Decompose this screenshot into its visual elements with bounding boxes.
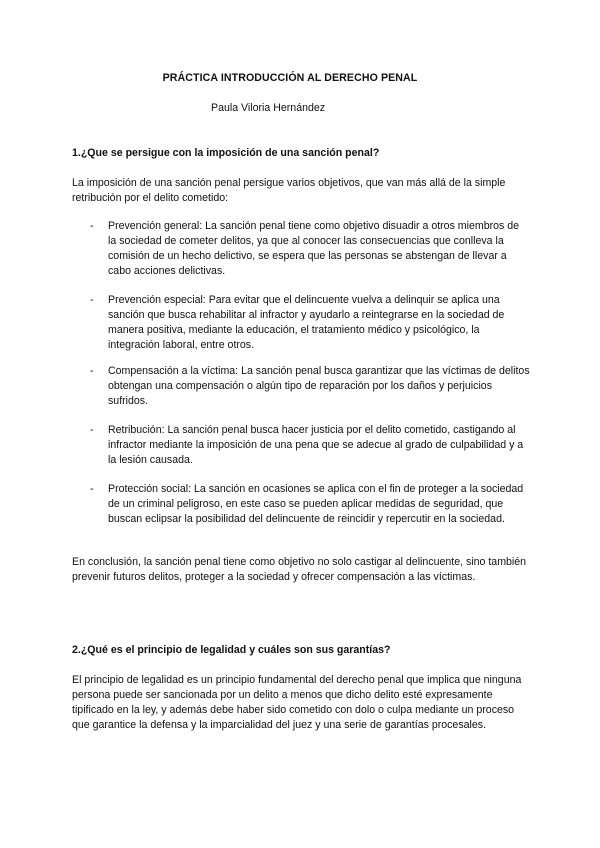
section1-conclusion: En conclusión, la sanción penal tiene como objetivo no solo castigar al delincuente, sino también prevenir futuros delitos, proteger a la sociedad y ofrecer compensación a las víctimas.	[72, 556, 527, 583]
bullet-marker: -	[90, 365, 94, 377]
document-author: Paula Viloria Hernández	[211, 102, 326, 114]
bullet-marker: -	[90, 483, 94, 495]
bullet-item	[90, 293, 530, 353]
bullet-item	[90, 423, 530, 468]
bullet-text: Prevención general: La sanción penal tiene como objetivo disuadir a otros miembros de la sociedad de cometer delitos, ya que al conocer las consecuencias que conlleva la comisión de un hecho delictivo, se espera que las personas se abstengan de llevar a cabo acciones delictivas.	[108, 220, 520, 277]
bullet-text: Prevención especial: Para evitar que el delincuente vuelva a delinquir se aplica una sanción que busca rehabilitar al infractor y ayudarlo a reintegrarse en la sociedad de manera positiva, mediante la educación, el tratamiento médico y psicológico, la integración laboral, entre otros.	[108, 294, 505, 351]
bullet-text: Retribución: La sanción penal busca hacer justicia por el delito cometido, castigando al infractor mediante la imposición de una pena que se adecue al grado de culpabilidad y a la lesión causada.	[108, 424, 524, 466]
bullet-item	[90, 482, 530, 527]
bullet-item	[90, 219, 530, 279]
bullet-marker: -	[90, 294, 94, 306]
bullet-text: Compensación a la víctima: La sanción penal busca garantizar que las víctimas de delitos obtengan una compensación o algún tipo de reparación por los daños y perjuicios sufridos.	[108, 365, 530, 407]
bullet-marker: -	[90, 220, 94, 232]
bullet-marker: -	[90, 424, 94, 436]
bullet-text: Protección social: La sanción en ocasiones se aplica con el fin de proteger a la sociedad de un criminal peligroso, en este caso se pueden aplicar medidas de seguridad, que buscan eclipsar la posibilidad del delincuente de reincidir y repercutir en la sociedad.	[108, 483, 524, 525]
section1-heading: 1.¿Que se persigue con la imposición de una sanción penal?	[72, 147, 380, 159]
section2-heading: 2.¿Qué es el principio de legalidad y cuáles son sus garantías?	[72, 644, 391, 656]
bullet-item	[90, 364, 530, 409]
document-title: PRÁCTICA INTRODUCCIÓN AL DERECHO PENAL	[162, 72, 418, 84]
section1-intro: La imposición de una sanción penal persigue varios objetivos, que van más allá de la simple retribución por el delito cometido:	[72, 177, 506, 204]
section2-body: El principio de legalidad es un principio fundamental del derecho penal que implica que ninguna persona puede ser sancionada por un delito a menos que dicho delito esté expresamente tipificado en la ley, y además debe haber sido cometido con dolo o culpa mediante un proceso que garantice la defensa y la imparcialidad del juez y una serie de garantías procesales.	[72, 674, 522, 731]
